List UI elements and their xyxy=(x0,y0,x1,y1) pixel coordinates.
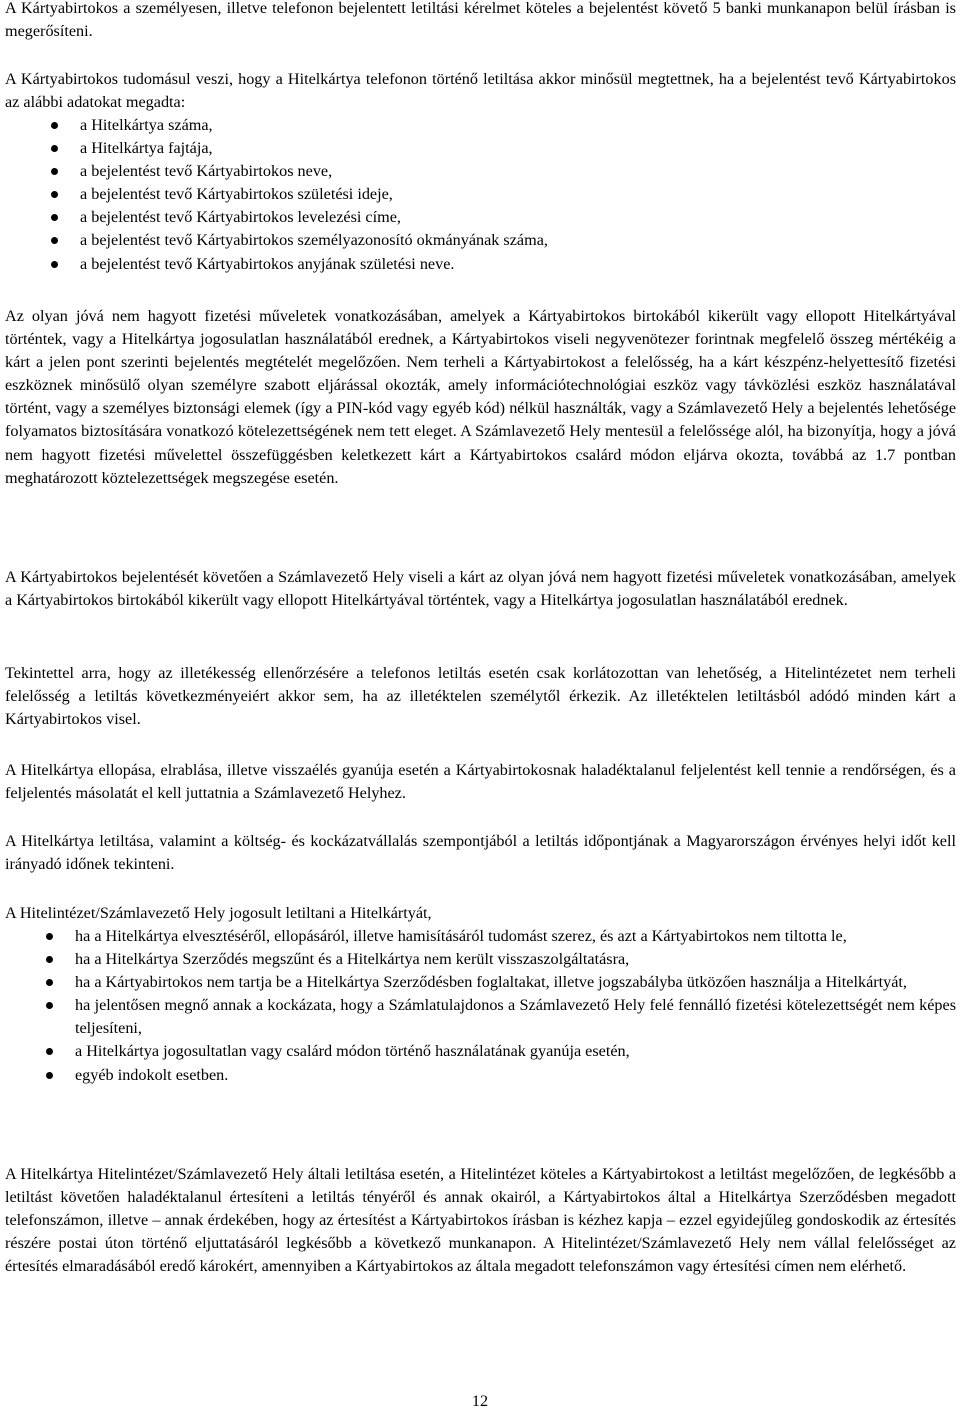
list-item: a bejelentést tevő Kártyabirtokos neve, xyxy=(45,160,945,183)
list-item: a Hitelkártya jogosultatlan vagy csalárd módon történő használatának gyanúja esetén, xyxy=(40,1040,956,1063)
paragraph-written-confirmation: A Kártyabirtokos a személyesen, illetve telefonon bejelentett letiltási kérelmet köteles a bejelentést követő 5 banki munkanapon belül írásban is megerősíteni. xyxy=(5,0,956,41)
paragraph-block-rights-intro: A Hitelintézet/Számlavezető Hely jogosult letiltani a Hitelkártyát, xyxy=(5,904,432,922)
bullet-icon xyxy=(46,1002,53,1009)
paragraph-block-time: A Hitelkártya letiltása, valamint a költség- és kockázatvállalás szempontjából a letiltás időpontjának a Magyarországon érvényes helyi időt kell irányadó időnek tekinteni. xyxy=(5,832,956,874)
bullet-icon xyxy=(51,214,58,221)
paragraph-after-notification: A Kártyabirtokos bejelentését követően a Számlavezető Hely viseli a kárt az olyan jóvá nem hagyott fizetési műveletek vonatkozásában, amelyek a Kártyabirtokos birtokából kikerült vagy ellopott Hitelkártyával történtek, vagy a Hitelkártya jogosulatlan használatából erednek. xyxy=(5,568,956,610)
list-item: ha a Hitelkártya elvesztéséről, ellopásáról, illetve hamisításáról tudomást szerez, és azt a Kártyabirtokos nem tiltotta le, xyxy=(40,925,956,948)
list-item: ha jelentősen megnő annak a kockázata, hogy a Számlatulajdonos a Számlavezető Hely felé fennálló fizetési kötelezettségét nem képes teljesíteni, xyxy=(40,994,956,1040)
bullet-icon xyxy=(51,237,58,244)
list-item: a bejelentést tevő Kártyabirtokos anyjának születési neve. xyxy=(45,253,945,276)
bullet-icon xyxy=(46,1072,53,1079)
bullet-icon xyxy=(51,122,58,129)
block-reasons-list xyxy=(40,925,956,1087)
bullet-icon xyxy=(51,145,58,152)
list-item: ha a Hitelkártya Szerződés megszűnt és a Hitelkártya nem került visszaszolgáltatásra, xyxy=(40,948,956,971)
bullet-icon xyxy=(46,979,53,986)
list-item: a bejelentést tevő Kártyabirtokos születési ideje, xyxy=(45,183,945,206)
paragraph-phone-block-liability: Tekintettel arra, hogy az illetékesség ellenőrzésére a telefonos letiltás esetén csak korlátozottan van lehetőség, a Hitelintézetet nem terheli felelősség a letiltás következményeiért akkor sem, ha az illetéktelen személytől érkezik. Az illetéktelen letiltásból adódó minden kárt a Kártyabirtokos visel. xyxy=(5,664,956,729)
list-item: a bejelentést tevő Kártyabirtokos levelezési címe, xyxy=(45,206,945,229)
bullet-icon xyxy=(46,933,53,940)
paragraph-theft-report: A Hitelkártya ellopása, elrablása, illetve visszaélés gyanúja esetén a Kártyabirtokosnak haladéktalanul feljelentést kell tennie a rendőrségen, és a feljelentés másolatát el kell juttatnia a Számlavezető Helyhez. xyxy=(5,761,956,803)
list-item: a Hitelkártya száma, xyxy=(45,114,945,137)
list-item: ha a Kártyabirtokos nem tartja be a Hitelkártya Szerződésben foglaltakat, illetve jogszabályba ütközően használja a Hitelkártyát, xyxy=(40,971,956,994)
page-number: 12 xyxy=(471,1392,489,1410)
list-item: a bejelentést tevő Kártyabirtokos személyazonosító okmányának száma, xyxy=(45,229,945,252)
list-item: egyéb indokolt esetben. xyxy=(40,1064,956,1087)
paragraph-phone-block-conditions: A Kártyabirtokos tudomásul veszi, hogy a Hitelkártya telefonon történő letiltása akkor minősül megtettnek, ha a bejelentést tevő Kártyabirtokos az alábbi adatokat megadta: xyxy=(5,70,956,112)
bullet-icon xyxy=(51,168,58,175)
bullet-icon xyxy=(51,261,58,268)
bullet-icon xyxy=(46,956,53,963)
paragraph-unauthorized-transactions: Az olyan jóvá nem hagyott fizetési műveletek vonatkozásában, amelyek a Kártyabirtokos birtokából kikerült vagy ellopott Hitelkártyával történtek, vagy a Hitelkártya jogosulatlan használatából erednek, a Kártyabirtokos viseli negyvenötezer forintnak megfelelő összeg mértékéig a kárt a jelen pont szerinti bejelentés megtételét megelőzően. Nem terheli a Kártyabirtokost a felelősség, ha a kárt készpénz-helyettesítő fizetési eszköznek minősülő olyan személyre szabott eljárással okozták, amely információtechnológiai eszköz vagy távközlési eszköz használatával történt, vagy a személyes biztonsági elemek (így a PIN-kód vagy egyéb kód) nélkül használták, vagy a Számlavezető Hely a bejelentés lehetősége folyamatos biztosítására vonatkozó kötelezettségének nem tett eleget. A Számlavezető Hely mentesül a felelőssége alól, ha bizonyítja, hogy a jóvá nem hagyott fizetési művelettel összefüggésben keletkezett kárt a Kártyabirtokos csalárd módon eljárva okozta, továbbá az 1.7 pontban meghatározott köztelezettségek megszegése esetén. xyxy=(5,307,956,487)
bullet-icon xyxy=(51,191,58,198)
bullet-icon xyxy=(46,1048,53,1055)
list-item: a Hitelkártya fajtája, xyxy=(45,137,945,160)
required-data-list xyxy=(45,114,945,276)
paragraph-bank-block-notification: A Hitelkártya Hitelintézet/Számlavezető Hely általi letiltása esetén, a Hitelintézet köteles a Kártyabirtokost a letiltást megelőzően, de legkésőbb a letiltást követően haladéktalanul értesíteni a letiltás tényéről és annak okairól, a Kártyabirtokos által a Hitelkártya Szerződésben megadott telefonszámon, illetve – annak érdekében, hogy az értesítést a Kártyabirtokos írásban is kézhez kapja – ezzel egyidejűleg gondoskodik az értesítés részére postai úton történő eljuttatásáról legkésőbb a következő munkanapon. A Hitelintézet/Számlavezető Hely nem vállal felelősséget az értesítés elmaradásából eredő károkért, amennyiben a Kártyabirtokos az általa megadott telefonszámon vagy értesítési címen nem elérhető. xyxy=(5,1165,956,1276)
